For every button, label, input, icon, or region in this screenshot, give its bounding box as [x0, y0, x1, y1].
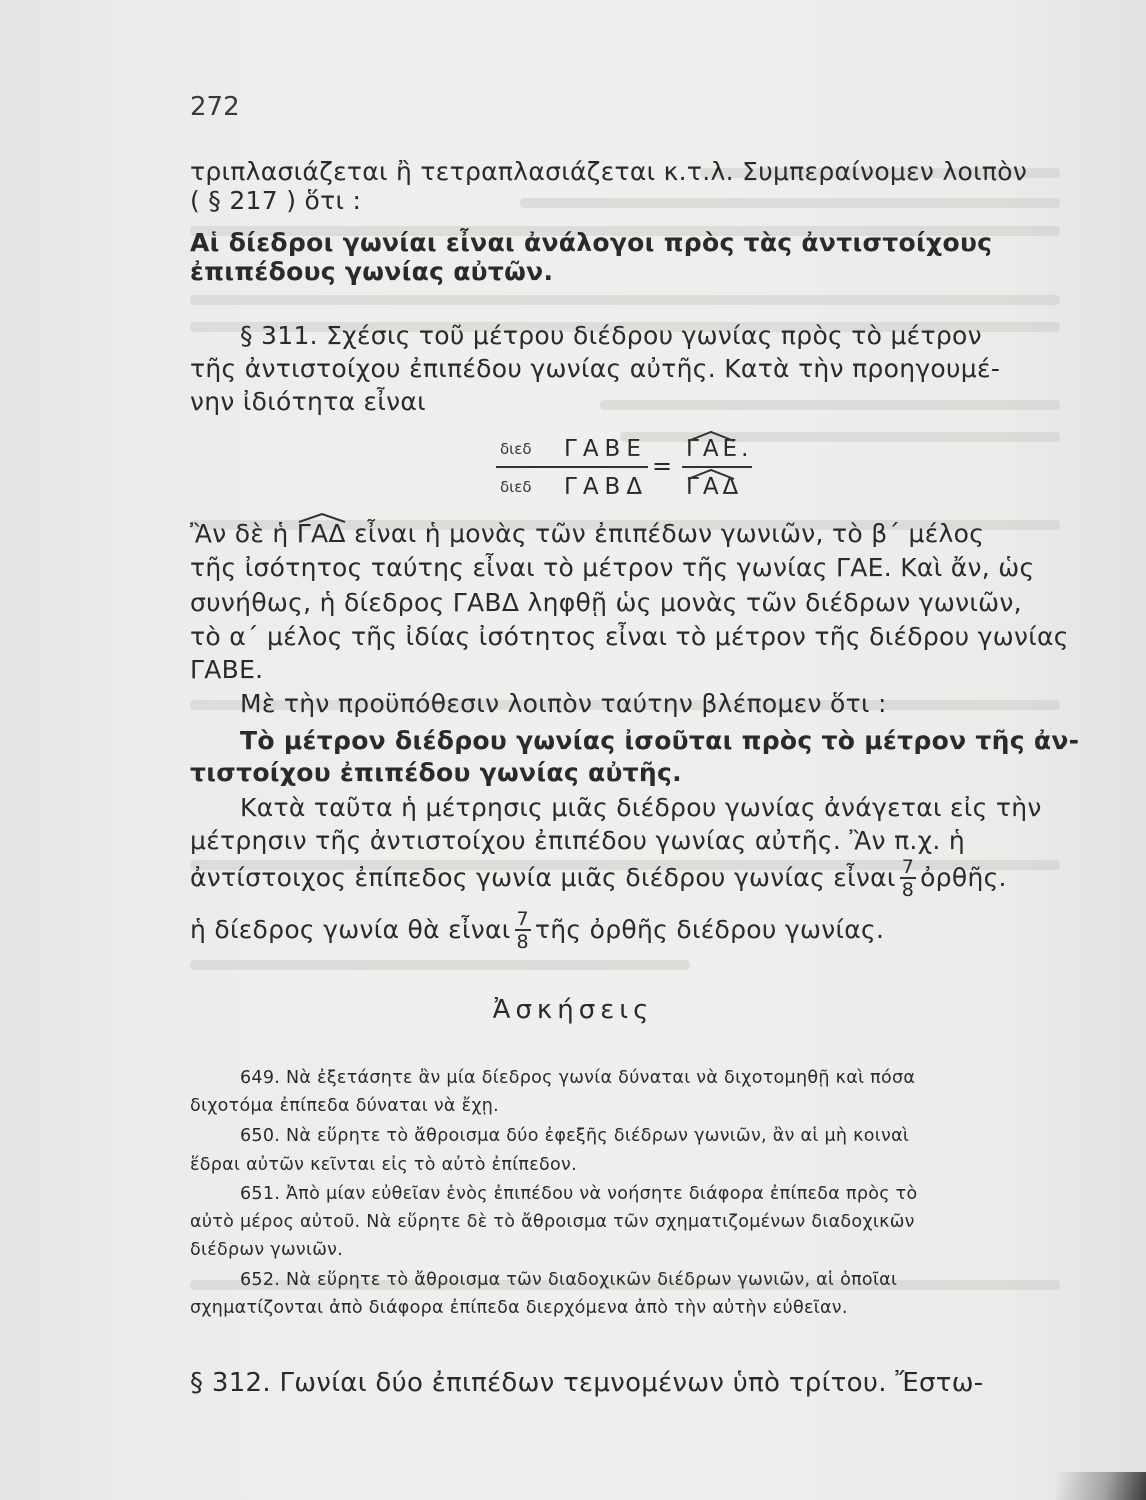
formula-num-prefix: διεδ	[500, 440, 532, 458]
bleed-through-mark	[190, 295, 1060, 305]
exercise-649: 649. Νὰ ἐξετάσητε ἂν μία δίεδρος γωνία δύναται νὰ διχοτομηθῇ καὶ πόσα	[240, 1068, 916, 1088]
exercise-651-cont: διέδρων γωνιῶν.	[190, 1240, 344, 1260]
fraction-seven-eighths: $\frac{7}{8}$	[516, 908, 529, 953]
formula-den-body: ΓΑΒΔ	[564, 474, 649, 500]
angle-gad-inline: ΓΑΔ	[297, 519, 346, 548]
page-number: 272	[190, 92, 240, 122]
text-line: Κατὰ ταῦτα ἡ μέτρησις μιᾶς διέδρου γωνίας ἀνάγεται εἰς τὴν	[240, 793, 1042, 822]
text-line: τὸ α΄ μέλος τῆς ἰδίας ἰσότητος εἶναι τὸ μέτρον τῆς διέδρου γωνίας	[190, 622, 1069, 651]
text-line: ἀντίστοιχος ἐπίπεδος γωνία μιᾶς διέδρου γωνίας εἶναι $\frac{7}{8}$ ὀρθῆς.	[190, 856, 1007, 901]
scan-edge-shadow	[1056, 1472, 1146, 1500]
text-line: ΓΑΒΕ.	[190, 655, 264, 684]
text-line: Μὲ τὴν προϋπόθεσιν λοιπὸν ταύτην βλέπομεν ὅτι :	[240, 689, 887, 718]
exercise-650: 650. Νὰ εὕρητε τὸ ἄθροισμα δύο ἐφεξῆς διέδρων γωνιῶν, ἂν αἱ μὴ κοιναὶ	[240, 1126, 910, 1146]
bleed-through-mark	[190, 960, 690, 970]
exercises-heading: Ἀσκήσεις	[492, 995, 654, 1025]
text-line: τριπλασιάζεται ἢ τετραπλασιάζεται κ.τ.λ. Συμπεραίνομεν λοιπὸν	[190, 157, 1028, 186]
angle-gad: ΓΑΔ	[686, 474, 742, 500]
fraction-seven-eighths: $\frac{7}{8}$	[901, 856, 915, 901]
text-line: ( § 217 ) ὅτι :	[190, 186, 362, 215]
exercise-651-cont: αὐτὸ μέρος αὐτοῦ. Νὰ εὕρητε δὲ τὸ ἄθροισμα τῶν σχηματιζομένων διαδοχικῶν	[190, 1212, 915, 1232]
bleed-through-mark	[600, 400, 1060, 410]
text-line: νην ἰδιότητα εἶναι	[190, 387, 426, 416]
formula-equals: =	[652, 452, 673, 480]
text-line: συνήθως, ἡ δίεδρος ΓΑΒΔ ληφθῇ ὡς μονὰς τῶν διέδρων γωνιῶν,	[190, 588, 1022, 617]
ratio-formula	[496, 436, 776, 506]
text-line: τῆς ἀντιστοίχου ἐπιπέδου γωνίας αὐτῆς. Κατὰ τὴν προηγουμέ-	[190, 354, 1001, 383]
theorem-line: τιστοίχου ἐπιπέδου γωνίας αὐτῆς.	[190, 758, 682, 787]
text-line: μέτρησιν τῆς ἀντιστοίχου ἐπιπέδου γωνίας αὐτῆς. Ἂν π.χ. ἡ	[190, 826, 966, 855]
theorem-line: Αἱ δίεδροι γωνίαι εἶναι ἀνάλογοι πρὸς τὰς ἀντιστοίχους	[190, 228, 993, 257]
angle-arc-icon	[686, 430, 736, 442]
angle-gae: ΓΑΕ.	[686, 436, 752, 462]
theorem-line: Τὸ μέτρον διέδρου γωνίας ἰσοῦται πρὸς τὸ μέτρον τῆς ἀν-	[240, 726, 1080, 755]
text-line: τῆς ἰσότητος ταύτης εἶναι τὸ μέτρον τῆς γωνίας ΓΑΕ. Καὶ ἄν, ὡς	[190, 553, 1035, 582]
formula-fraction-bar	[496, 466, 648, 468]
bleed-through-mark	[520, 198, 1060, 208]
section-heading: § 312. Γωνίαι δύο ἐπιπέδων τεμνομένων ὑπὸ τρίτου. Ἔστω-	[190, 1368, 984, 1398]
section-heading: § 311. Σχέσις τοῦ μέτρου διέδρου γωνίας πρὸς τὸ μέτρον	[240, 321, 982, 350]
text-line: ἡ δίεδρος γωνία θὰ εἶναι $\frac{7}{8}$ τῆς ὀρθῆς διέδρου γωνίας.	[190, 908, 885, 953]
theorem-line: ἐπιπέδους γωνίας αὐτῶν.	[190, 257, 554, 286]
angle-arc-icon	[297, 513, 347, 523]
formula-num-body: ΓΑΒΕ	[564, 436, 647, 462]
exercise-651: 651. Ἀπὸ μίαν εὐθεῖαν ἑνὸς ἐπιπέδου νὰ νοήσητε διάφορα ἐπίπεδα πρὸς τὸ	[240, 1184, 918, 1204]
exercise-649-cont: διχοτόμα ἐπίπεδα δύναται νὰ ἔχῃ.	[190, 1096, 500, 1116]
exercise-652-cont: σχηματίζονται ἀπὸ διάφορα ἐπίπεδα διερχόμενα ἀπὸ τὴν αὐτὴν εὐθεῖαν.	[190, 1298, 848, 1318]
formula-den-prefix: διεδ	[500, 478, 532, 496]
exercise-652: 652. Νὰ εὕρητε τὸ ἄθροισμα τῶν διαδοχικῶν διέδρων γωνιῶν, αἱ ὁποῖαι	[240, 1270, 898, 1290]
exercise-650-cont: ἕδραι αὐτῶν κεῖνται εἰς τὸ αὐτὸ ἐπίπεδον.	[190, 1155, 577, 1175]
angle-arc-icon	[686, 468, 736, 480]
text-line: Ἂν δὲ ἡ ΓΑΔ εἶναι ἡ μονὰς τῶν ἐπιπέδων γωνιῶν, τὸ β΄ μέλος	[190, 519, 984, 548]
